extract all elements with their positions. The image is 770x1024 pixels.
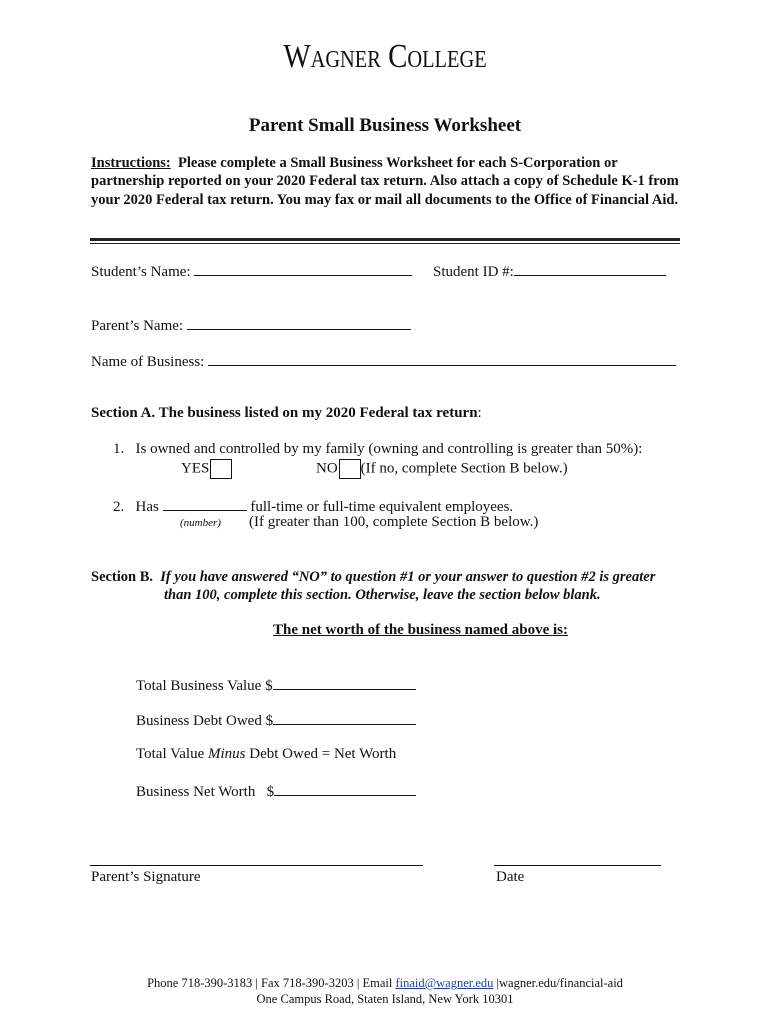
parent-signature-label: Parent’s Signature: [91, 869, 201, 885]
yes-checkbox[interactable]: [210, 459, 232, 479]
footer-address: One Campus Road, Staten Island, New York 10301: [256, 992, 514, 1006]
total-value-field[interactable]: [273, 676, 416, 690]
employee-count-field[interactable]: [163, 497, 247, 511]
section-b-text-line2: than 100, complete this section. Otherwise, leave the section below blank.: [164, 587, 601, 603]
student-name-field[interactable]: [194, 262, 412, 276]
number-hint: (number): [180, 517, 221, 529]
no-checkbox[interactable]: [339, 459, 361, 479]
divider-thick: [90, 238, 680, 241]
student-id-field[interactable]: [514, 262, 666, 276]
student-name-label: Student’s Name:: [91, 264, 191, 280]
parent-name-label: Parent’s Name:: [91, 318, 184, 334]
formula-minus: Minus: [208, 746, 246, 762]
formula-row: [136, 746, 396, 763]
question-2-number: 2.: [113, 499, 125, 515]
section-b-heading: [91, 569, 655, 586]
page-title: Parent Small Business Worksheet: [248, 115, 522, 136]
section-a-colon: :: [477, 405, 482, 421]
footer-website: |wagner.edu/financial-aid: [493, 976, 623, 990]
question-1-row: [113, 441, 642, 458]
instructions-block: [91, 154, 681, 209]
question-2-note: (If greater than 100, complete Section B below.): [249, 514, 539, 530]
business-name-row: [91, 352, 676, 371]
section-a-heading: [91, 405, 482, 422]
business-name-field[interactable]: [208, 352, 676, 366]
net-worth-label: Business Net Worth $: [136, 784, 275, 800]
net-worth-field[interactable]: [274, 782, 416, 796]
parent-name-field[interactable]: [187, 316, 411, 330]
instructions-label: Instructions:: [91, 155, 171, 171]
business-name-label: Name of Business:: [91, 354, 205, 370]
section-b-label: Section B.: [91, 569, 154, 585]
date-line[interactable]: [494, 865, 661, 866]
debt-owed-label: Business Debt Owed $: [136, 713, 274, 729]
yes-option: [181, 459, 232, 479]
formula-prefix: Total Value: [136, 746, 205, 762]
no-note: (If no, complete Section B below.): [360, 460, 568, 477]
debt-owed-field[interactable]: [273, 711, 416, 725]
student-name-row: [91, 262, 412, 281]
section-b-text-line1: If you have answered “NO” to question #1 or your answer to question #2 is greater: [160, 569, 656, 585]
student-id-label: Student ID #:: [433, 264, 514, 280]
parent-signature-line[interactable]: [90, 865, 423, 866]
footer-email-link[interactable]: finaid@wagner.edu: [395, 976, 494, 990]
total-value-row: [136, 676, 416, 695]
parent-name-row: [91, 316, 411, 335]
divider-thin: [90, 243, 680, 244]
formula-suffix: Debt Owed = Net Worth: [249, 746, 397, 762]
student-id-row: [433, 262, 666, 281]
net-worth-row: [136, 782, 416, 801]
footer-phone-fax: Phone 718-390-3183 | Fax 718-390-3203 | Email: [147, 976, 396, 990]
no-label: NO: [316, 460, 338, 477]
question-2-suffix: full-time or full-time equivalent employees.: [250, 499, 514, 515]
no-option: [316, 459, 568, 479]
question-1-number: 1.: [113, 441, 125, 457]
question-1-text: Is owned and controlled by my family (owning and controlling is greater than 50%):: [135, 441, 643, 457]
date-label: Date: [496, 869, 525, 885]
instructions-text: Please complete a Small Business Worksheet for each S-Corporation or partnership reported on your 2020 Federal tax return. Also attach a copy of Schedule K-1 from your 2020 Federal tax return. You may fax or mail all documents to the Office of Financial Aid.: [91, 155, 679, 208]
total-value-label: Total Business Value $: [136, 678, 273, 694]
question-2-prefix: Has: [135, 499, 159, 515]
section-a-heading-text: Section A. The business listed on my 2020 Federal tax return: [91, 405, 478, 421]
net-worth-heading: The net worth of the business named above is:: [273, 622, 569, 638]
yes-label: YES: [181, 460, 210, 477]
footer-contact: [0, 976, 770, 991]
wagner-college-logo: Wagner College: [283, 38, 487, 75]
debt-owed-row: [136, 711, 416, 730]
